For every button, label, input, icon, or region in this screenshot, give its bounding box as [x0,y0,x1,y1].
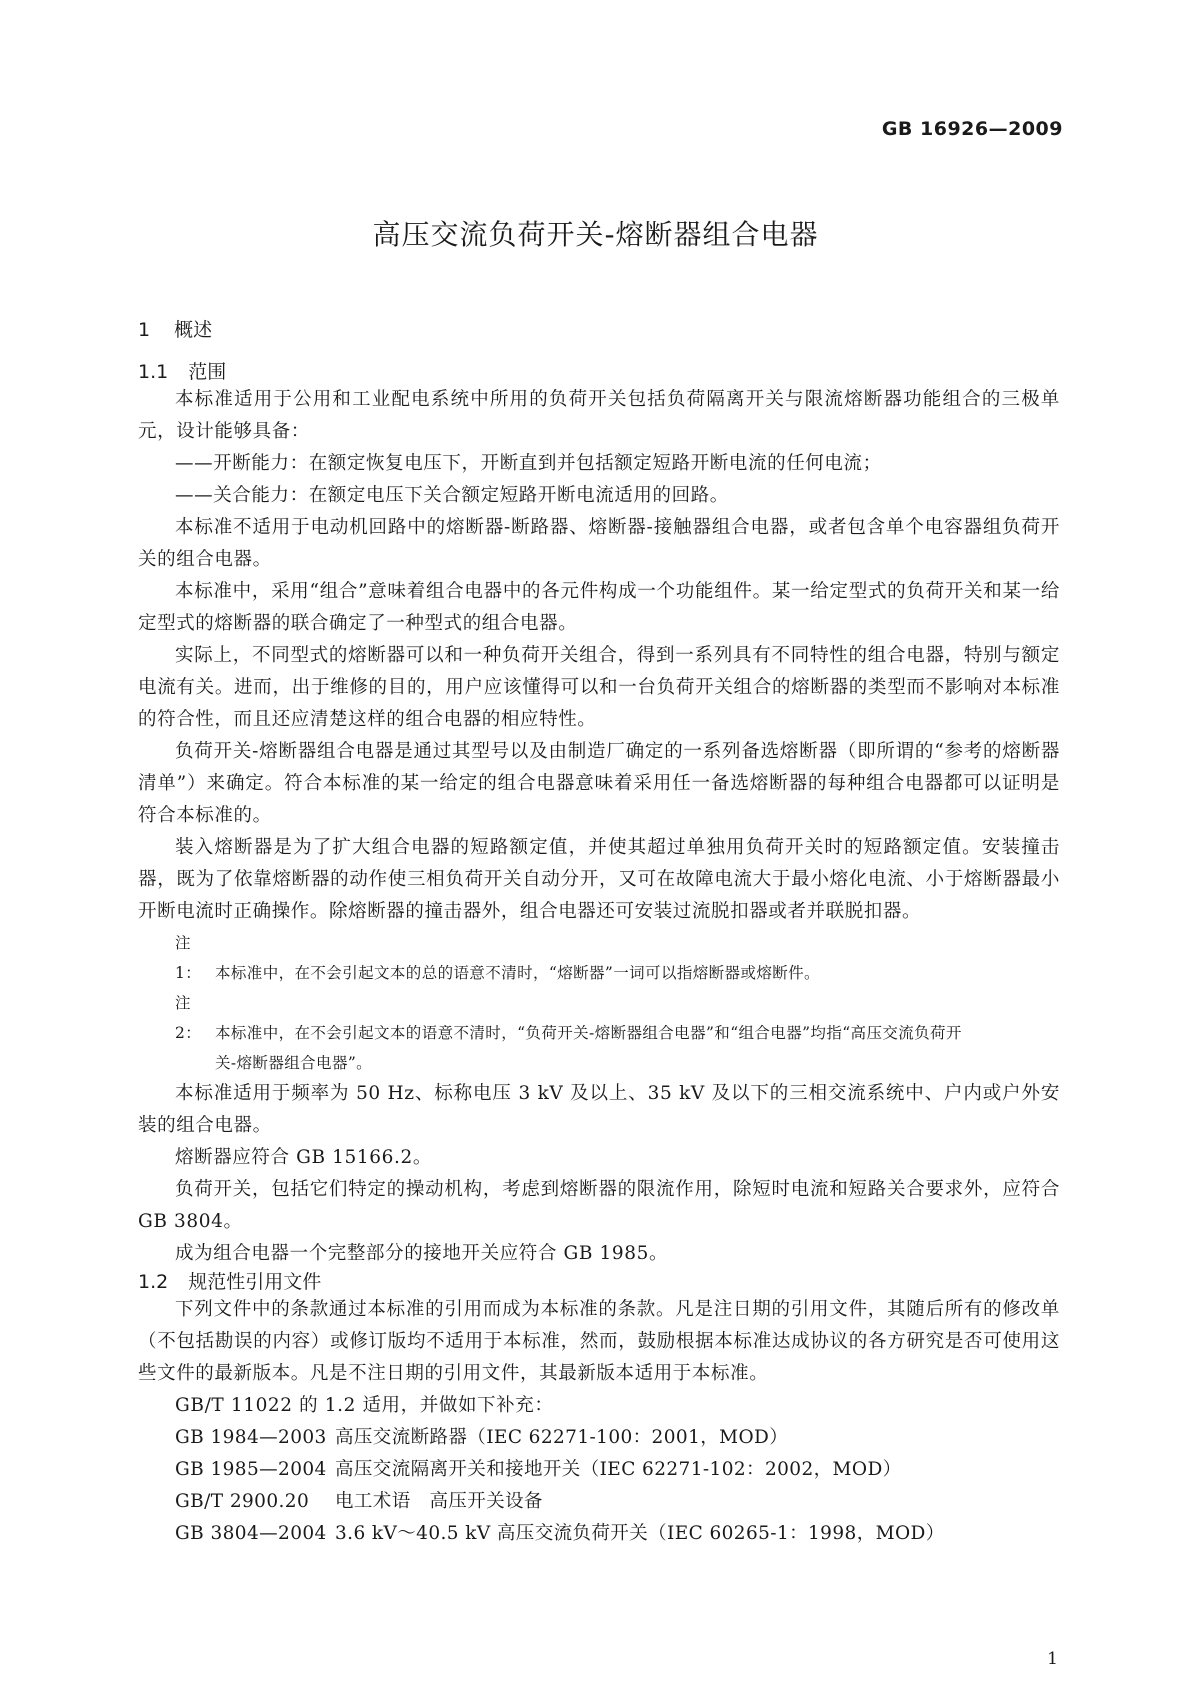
section-title: 规范性引用文件 [188,1271,322,1293]
section-number: 1.1 [138,361,169,383]
list-item: ——关合能力：在额定电压下关合额定短路开断电流适用的回路。 [175,485,729,506]
paragraph: 实际上，不同型式的熔断器可以和一种负荷开关组合，得到一系列具有不同特性的组合电器，特别与额定电流有关。进而，出于维修的目的，用户应该懂得可以和一台负荷开关组合的熔断器的类型而不影响对本标准的符合性，而且还应清楚这样的组合电器的相应特性。 [138,645,1060,730]
page-number: 1 [1047,1649,1058,1669]
paragraph: 下列文件中的条款通过本标准的引用而成为本标准的条款。凡是注日期的引用文件，其随后所有的修改单（不包括勘误的内容）或修订版均不适用于本标准，然而，鼓励根据本标准达成协议的各方研究是否可使用这些文件的最新版本。凡是不注日期的引用文件，其最新版本适用于本标准。 [138,1299,1060,1384]
paragraph: 本标准不适用于电动机回路中的熔断器-断路器、熔断器-接触器组合电器，或者包含单个电容器组负荷开关的组合电器。 [138,517,1060,570]
section-1-1-heading [138,360,1060,384]
note-text-continued: 关-熔断器组合电器”。 [215,1054,373,1072]
reference-title: 高压交流断路器（IEC 62271-100：2001，MOD） [335,1427,789,1448]
note-text: 本标准中，在不会引起文本的总的语意不清时，“熔断器”一词可以指熔断器或熔断件。 [215,964,820,982]
section-1-2-heading [138,1270,1060,1294]
reference-title: 高压交流隔离开关和接地开关（IEC 62271-102：2002，MOD） [335,1459,902,1480]
reference-item [138,1486,1060,1518]
section-1-heading [138,318,1060,342]
paragraph: 本标准适用于公用和工业配电系统中所用的负荷开关包括负荷隔离开关与限流熔断器功能组合的三极单元，设计能够具备： [138,389,1060,442]
paragraph: 本标准中，采用“组合”意味着组合电器中的各元件构成一个功能组件。某一给定型式的负荷开关和某一给定型式的熔断器的联合确定了一种型式的组合电器。 [138,581,1060,634]
paragraph: 本标准适用于频率为 50 Hz、标称电压 3 kV 及以上、35 kV 及以下的三相交流系统中、户内或户外安装的组合电器。 [138,1083,1060,1136]
paragraph: 负荷开关，包括它们特定的操动机构，考虑到熔断器的限流作用，除短时电流和短路关合要求外，应符合 GB 3804。 [138,1179,1060,1232]
document-title: 高压交流负荷开关-熔断器组合电器 [372,218,819,251]
paragraph: 装入熔断器是为了扩大组合电器的短路额定值，并使其超过单独用负荷开关时的短路额定值。安装撞击器，既为了依靠熔断器的动作使三相负荷开关自动分开，又可在故障电流大于最小熔化电流、小于熔断器最小开断电流时正确操作。除熔断器的撞击器外，组合电器还可安装过流脱扣器或者并联脱扣器。 [138,837,1060,922]
reference-code: GB 1984—2003 [175,1427,327,1448]
paragraph: GB/T 11022 的 1.2 适用，并做如下补充： [175,1395,554,1416]
note-label: 注 1： [175,934,202,982]
section-title: 概述 [174,319,213,341]
reference-code: GB/T 2900.20 [175,1491,310,1512]
standard-number: GB 16926—2009 [881,118,1063,140]
note-label: 注 2： [175,994,202,1042]
document-body [138,318,1060,1550]
section-number: 1 [138,319,151,341]
list-item: ——开断能力：在额定恢复电压下，开断直到并包括额定短路开断电流的任何电流； [175,453,882,474]
reference-title: 电工术语 高压开关设备 [335,1491,543,1512]
paragraph: 负荷开关-熔断器组合电器是通过其型号以及由制造厂确定的一系列备选熔断器（即所谓的“参考的熔断器清单”）来确定。符合本标准的某一给定的组合电器意味着采用任一备选熔断器的每种组合电器都可以证明是符合本标准的。 [138,741,1060,826]
paragraph: 成为组合电器一个完整部分的接地开关应符合 GB 1985。 [175,1243,669,1264]
reference-item [138,1422,1060,1454]
note-text: 本标准中，在不会引起文本的语意不清时，“负荷开关-熔断器组合电器”和“组合电器”均指“高压交流负荷开 [215,1024,962,1042]
note-2 [138,988,1060,1078]
note-1 [138,928,1060,988]
section-number: 1.2 [138,1271,169,1293]
paragraph: 熔断器应符合 GB 15166.2。 [175,1147,432,1168]
reference-code: GB 3804—2004 [175,1523,327,1544]
reference-item [138,1518,1060,1550]
reference-item [138,1454,1060,1486]
reference-code: GB 1985—2004 [175,1459,327,1480]
section-title: 范围 [188,361,227,383]
reference-title: 3.6 kV～40.5 kV 高压交流负荷开关（IEC 60265-1：1998，MOD） [335,1523,945,1544]
